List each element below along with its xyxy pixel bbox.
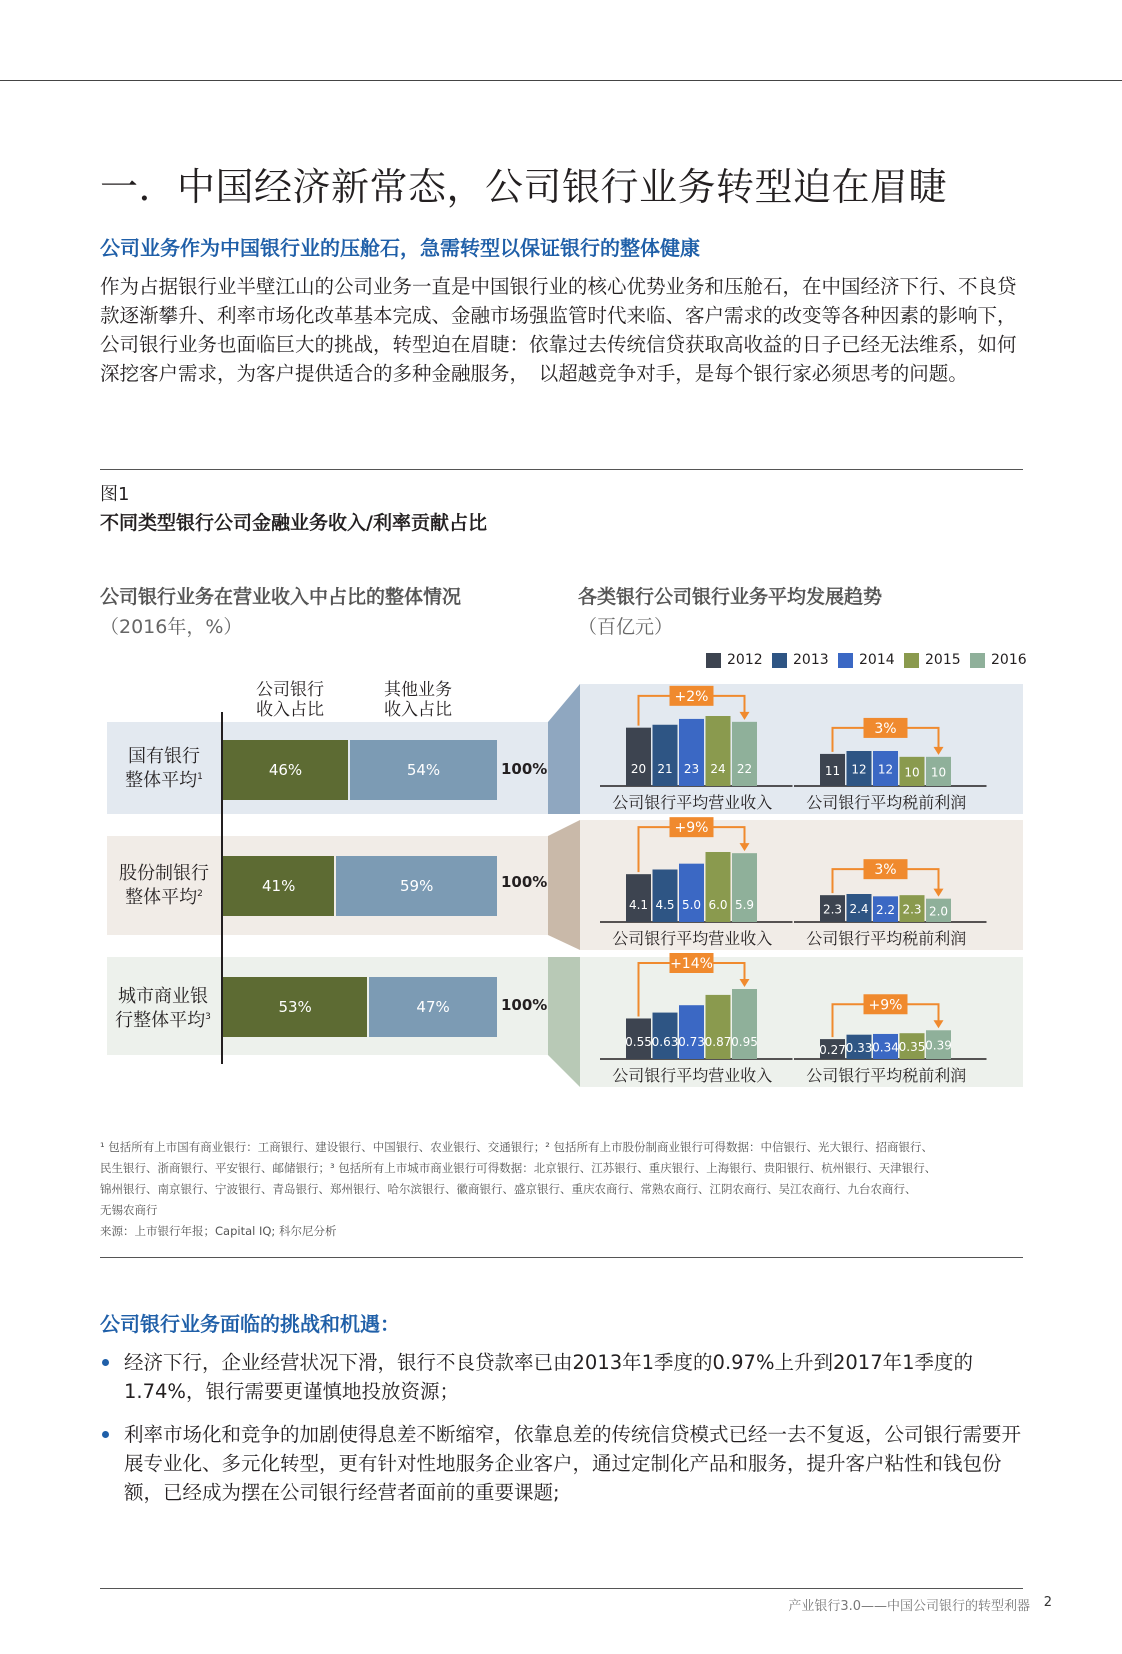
trend-value-g1-p1-2015: 24 xyxy=(710,762,726,776)
trend-value-g2-p1-2013: 4.5 xyxy=(655,898,675,912)
trend-value-g3-p2-2012: 0.27 xyxy=(819,1043,846,1058)
trend-arrowhead-g3-p1 xyxy=(740,979,750,987)
legend-label-2013: 2013 xyxy=(793,652,829,668)
connector-row3 xyxy=(548,957,580,1087)
bar-corporate-row2 xyxy=(223,856,334,916)
trend-change-g2-p2: 3% xyxy=(874,862,897,879)
row-label-1-line1: 国有银行 xyxy=(128,746,200,767)
bar-other-row1-label: 54% xyxy=(406,761,441,779)
trend-value-g3-p2-2015: 0.35 xyxy=(898,1040,926,1055)
row-label-3-line1: 城市商业银 xyxy=(118,986,208,1007)
trend-value-g1-p2-2013: 12 xyxy=(851,762,867,777)
figure-label: 图1 xyxy=(100,484,130,505)
connector-row1 xyxy=(548,684,580,814)
trend-arrowhead-g1-p1 xyxy=(740,712,750,720)
footnotes xyxy=(100,1137,1020,1242)
connector-row2 xyxy=(548,820,580,950)
trend-value-g3-p1-2014: 0.73 xyxy=(678,1035,705,1049)
bar-other-row2 xyxy=(336,856,497,916)
legend-2015 xyxy=(904,652,961,668)
bar-corporate-row3 xyxy=(223,977,367,1037)
trend-value-g3-p2-2014: 0.34 xyxy=(872,1040,899,1055)
footnote-line-3: 锦州银行、南京银行、宁波银行、青岛银行、郑州银行、哈尔滨银行、徽商银行、盛京银行、重庆农商行、常熟农商行、江阴农商行、吴江农商行、九台农商行、 xyxy=(100,1182,917,1196)
legend-label-2012: 2012 xyxy=(727,652,763,668)
trend-value-g3-p2-2016: 0.39 xyxy=(925,1038,952,1053)
row-label-2-line1: 股份制银行 xyxy=(119,863,209,884)
trend-panel-label-g2-p2: 公司银行平均税前利润 xyxy=(806,929,967,948)
left-chart-title: 公司银行业务在营业收入中占比的整体情况 xyxy=(100,586,462,608)
row-label-2-line2-text: 整体平均 xyxy=(125,887,198,908)
bar-corporate-row1-label: 46% xyxy=(268,761,303,779)
trend-bar-g1-p1-2016 xyxy=(732,722,757,786)
bar-corporate-row1 xyxy=(223,740,348,800)
row-connectors xyxy=(548,684,580,1088)
trend-bar-g3-p1-2014 xyxy=(679,1005,704,1059)
right-chart-unit: （百亿元） xyxy=(578,616,674,638)
trend-chart xyxy=(580,684,1023,1087)
challenge-bullet-2: 利率市场化和竞争的加剧使得息差不断缩窄，依靠息差的传统信贷模式已经一去不复返，公司银行需要开展专业化、多元化转型，更有针对性地服务企业客户，通过定制化产品和服务，提升客户粘性和钱包份额，已经成为摆在公司银行经营者面前的重要课题; xyxy=(100,1420,1030,1507)
trend-value-g2-p1-2012: 4.1 xyxy=(628,898,649,912)
trend-change-g3-p1: +14% xyxy=(670,956,713,972)
trend-value-g2-p2-2016: 2.0 xyxy=(928,904,949,919)
trend-panel-label-g2-p1: 公司银行平均营业收入 xyxy=(612,929,773,948)
legend-swatch-2013 xyxy=(772,653,787,668)
legend-swatch-2012 xyxy=(706,653,721,668)
legend-label-2016: 2016 xyxy=(991,652,1027,668)
legend-2016 xyxy=(970,652,1027,668)
col-head-other-line2: 收入占比 xyxy=(384,700,452,720)
trend-value-g1-p1-2013: 21 xyxy=(657,762,673,776)
col-head-corporate-line2: 收入占比 xyxy=(256,700,324,720)
intro-paragraph: 作为占据银行业半壁江山的公司业务一直是中国银行业的核心优势业务和压舱石，在中国经济下行、不良贷款逐渐攀升、利率市场化改革基本完成、金融市场强监管时代来临、客户需求的改变等各种因素的影响下，公司银行业务也面临巨大的挑战，转型迫在眉睫：依靠过去传统信贷获取高收益的日子已经无法维系，如何深挖客户需求，为客户提供适合的多种金融服务， 以超越竞争对手，是每个银行家必须思考的问题。 xyxy=(100,275,1017,385)
trend-arrowhead-g2-p1 xyxy=(740,843,750,851)
row-label-3-line2-text: 行整体平均 xyxy=(115,1010,206,1031)
challenges-heading: 公司银行业务面临的挑战和机遇： xyxy=(100,1312,400,1336)
source-note: 来源：上市银行年报；Capital IQ; 科尔尼分析 xyxy=(100,1224,337,1238)
trend-arrowhead-g1-p2 xyxy=(934,747,944,755)
left-chart-unit: （2016年，%） xyxy=(100,616,243,638)
top-rule xyxy=(0,80,1122,81)
trend-value-g1-p2-2012: 11 xyxy=(824,763,841,778)
page-number: 2 xyxy=(1043,1595,1052,1610)
footnote-line-4: 无锡农商行 xyxy=(100,1203,158,1217)
row-label-2-line2 xyxy=(112,884,216,908)
legend-swatch-2015 xyxy=(904,653,919,668)
trend-value-g2-p2-2013: 2.4 xyxy=(849,902,869,916)
challenges-list xyxy=(100,1348,1030,1521)
row-label-city-commercial xyxy=(110,986,216,1031)
trend-change-g1-p1: +2% xyxy=(674,688,709,705)
trend-change-g3-p2: +9% xyxy=(868,997,903,1014)
trend-bar-g2-p1-2013 xyxy=(653,870,678,923)
row-label-1-line2-text: 整体平均 xyxy=(125,770,198,791)
trend-value-g2-p1-2015: 6.0 xyxy=(708,898,728,912)
trend-panel-label-g3-p2: 公司银行平均税前利润 xyxy=(806,1066,967,1085)
figure-title: 不同类型银行公司金融业务收入/利率贡献占比 xyxy=(100,512,487,534)
footer-rule xyxy=(100,1588,1023,1589)
trend-value-g2-p2-2012: 2.3 xyxy=(822,902,843,917)
trend-change-g2-p1: +9% xyxy=(674,820,709,837)
trend-value-g3-p1-2013: 0.63 xyxy=(651,1035,679,1049)
col-head-other xyxy=(363,680,473,720)
trend-bar-g1-p1-2013 xyxy=(653,725,678,786)
legend-2012 xyxy=(706,652,763,668)
legend-swatch-2016 xyxy=(970,653,985,668)
bar-corporate-row3-label: 53% xyxy=(278,998,312,1016)
trend-value-g1-p1-2016: 22 xyxy=(736,762,753,776)
trend-change-g1-p2: 3% xyxy=(874,720,897,737)
legend-label-2014: 2014 xyxy=(859,652,895,668)
bar-other-row3-label: 47% xyxy=(416,998,450,1016)
legend-swatch-2014 xyxy=(838,653,853,668)
trend-panel-label-g1-p1: 公司银行平均营业收入 xyxy=(612,793,773,812)
right-chart-title: 各类银行公司银行业务平均发展趋势 xyxy=(578,586,883,608)
subheading: 公司业务作为中国银行业的压舱石，急需转型以保证银行的整体健康 xyxy=(100,236,700,260)
col-head-corporate xyxy=(235,680,345,720)
trend-arrowhead-g3-p2 xyxy=(934,1020,944,1028)
row-label-3-line2 xyxy=(110,1007,216,1031)
trend-value-g1-p2-2014: 12 xyxy=(877,762,894,777)
legend-2014 xyxy=(838,652,895,668)
trend-value-g3-p1-2015: 0.87 xyxy=(704,1035,732,1049)
trend-panel-label-g1-p2: 公司银行平均税前利润 xyxy=(806,793,967,812)
bar-other-row2-label: 59% xyxy=(399,877,434,895)
trend-arrowhead-g2-p2 xyxy=(934,889,944,897)
trend-bar-g1-p1-2012 xyxy=(626,728,651,786)
row-label-joint-stock xyxy=(112,863,216,908)
total-row1: 100% xyxy=(501,760,548,778)
trend-value-g2-p1-2014: 5.0 xyxy=(681,898,702,912)
figure-bottom-rule xyxy=(100,1257,1023,1258)
footnote-ref-2: 2 xyxy=(197,889,203,899)
footnote-ref-1: 1 xyxy=(197,772,203,782)
legend-label-2015: 2015 xyxy=(925,652,961,668)
total-row3: 100% xyxy=(501,996,548,1014)
footer-title: 产业银行3.0——中国公司银行的转型利器 xyxy=(788,1599,1030,1614)
trend-bar-g3-p1-2015 xyxy=(706,995,731,1059)
bar-other-row3 xyxy=(369,977,497,1037)
bar-corporate-row2-label: 41% xyxy=(261,877,296,895)
trend-value-g1-p2-2016: 10 xyxy=(930,765,947,780)
trend-value-g3-p2-2013: 0.33 xyxy=(845,1040,873,1055)
trend-value-g1-p1-2012: 20 xyxy=(630,762,647,776)
challenge-bullet-1: 经济下行，企业经营状况下滑，银行不良贷款率已由2013年1季度的0.97%上升到2017年1季度的1.74%，银行需要更谨慎地投放资源； xyxy=(100,1348,1030,1406)
section-title: 一．中国经济新常态，公司银行业务转型迫在眉睫 xyxy=(100,165,948,209)
row-label-1-line2 xyxy=(112,767,216,791)
trend-value-g3-p1-2012: 0.55 xyxy=(625,1035,652,1049)
trend-value-g2-p1-2016: 5.9 xyxy=(734,898,755,912)
footnote-line-1: ¹ 包括所有上市国有商业银行：工商银行、建设银行、中国银行、农业银行、交通银行；² 包括所有上市股份制商业银行可得数据：中信银行、光大银行、招商银行、 xyxy=(100,1140,934,1154)
footnote-ref-3: 3 xyxy=(205,1012,211,1022)
bar-other-row1 xyxy=(350,740,497,800)
figure-top-rule xyxy=(100,469,1023,470)
footnote-line-2: 民生银行、浙商银行、平安银行、邮储银行；³ 包括所有上市城市商业银行可得数据：北京银行、江苏银行、重庆银行、上海银行、贵阳银行、杭州银行、天津银行、 xyxy=(100,1161,937,1175)
trend-panel-label-g3-p1: 公司银行平均营业收入 xyxy=(612,1066,773,1085)
trend-value-g2-p2-2015: 2.3 xyxy=(902,902,922,917)
trend-value-g2-p2-2014: 2.2 xyxy=(875,903,896,918)
legend-2013 xyxy=(772,652,829,668)
col-head-other-line1: 其他业务 xyxy=(384,680,452,700)
row-label-state-owned xyxy=(112,746,216,791)
trend-bar-g2-p1-2014 xyxy=(679,864,704,922)
trend-value-g3-p1-2016: 0.95 xyxy=(731,1035,758,1049)
total-row2: 100% xyxy=(501,873,548,891)
col-head-corporate-line1: 公司银行 xyxy=(256,680,324,700)
trend-value-g1-p2-2015: 10 xyxy=(904,765,920,780)
trend-value-g1-p1-2014: 23 xyxy=(683,762,700,776)
